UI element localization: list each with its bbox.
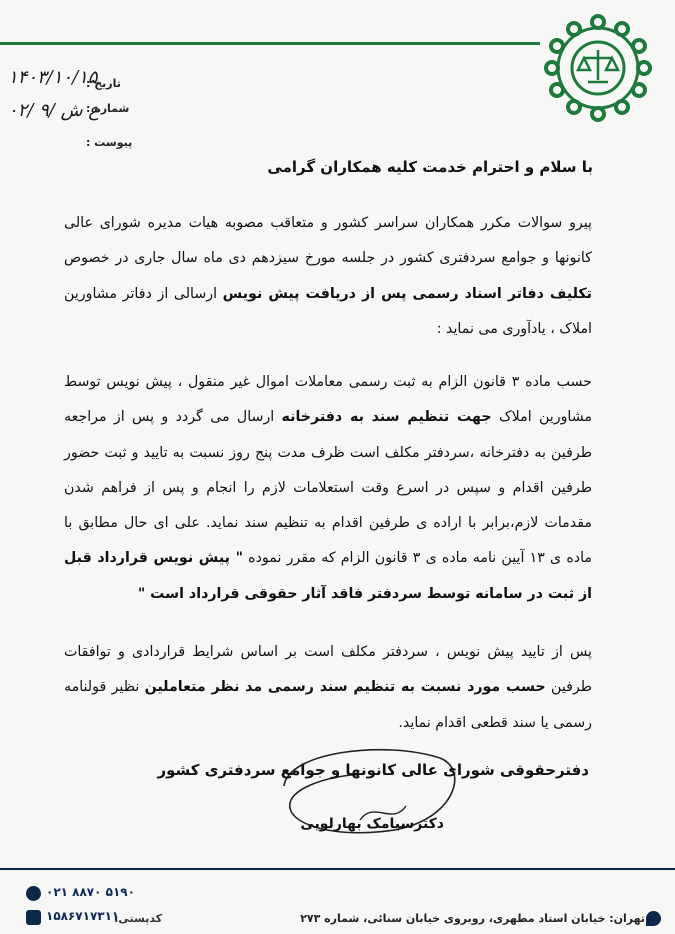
paragraph-1: [64, 206, 592, 347]
address: تهران: خیابان استاد مطهری، روبروی خیابان سنائی، شماره ۲۷۳: [300, 912, 645, 925]
p2-text-c: ارسال می گردد و پس از مراجعه طرفین به دفترخانه ،سردفتر مکلف است ظرف مدت پنج روز نسبت به تایید و ثبت حضور طرفین اقدام و سپس در اسرع وقت استعلامات لازم را انجام و پس از فراهم شدن مقدمات لازم،برابر با اراده ی طرفین اقدام به تنظیم سند نماید. علی ای حال مطابق با ماده ی ۱۳ آیین نامه ماده ی ۳ قانون الزام که مقرر نموده: [64, 409, 592, 567]
attachment-row: [86, 136, 132, 149]
paragraph-3: [64, 635, 592, 741]
number-label: شماره :: [86, 102, 130, 115]
p3-text-a: پس از تایید پیش نویس ، سردفتر مکلف است بر اساس شرایط قراردادی و توافقات طرفین: [64, 644, 592, 696]
p3-bold: حسب مورد نسبت به تنظیم سند رسمی مد نظر متعاملین: [144, 679, 546, 696]
location-icon: [646, 911, 661, 926]
p2-bold-1: جهت تنظیم سند به دفترخانه: [281, 409, 492, 426]
p1-bold: تکلیف دفاتر اسناد رسمی پس از دریافت پیش نویس: [222, 285, 592, 302]
top-divider: [0, 42, 540, 45]
footer-divider: [0, 868, 675, 870]
postal-code: ۱۵۸۶۷۱۷۳۱۱: [46, 909, 120, 923]
council-seal-logo: [538, 8, 658, 128]
attachment-label: پیوست :: [86, 136, 133, 149]
p1-text-a: پیرو سوالات مکرر همکاران سراسر کشور و متعاقب مصوبه هیات مدیره شورای عالی کانونها و جوامع سردفتری کشور در جلسه مورخ سیزدهم دی ماه سال جاری در خصوص: [64, 215, 592, 267]
p3-text-c: نظیر قولنامه رسمی یا سند قطعی اقدام نماید.: [64, 679, 592, 731]
postal-label: کدپستی:: [114, 912, 163, 925]
paragraph-2: [64, 365, 592, 612]
p1-text-c: ارسالی از دفاتر مشاورین املاک ، یادآوری می نماید :: [64, 285, 592, 337]
signer-name: دکترسیامک بهارلویی: [300, 816, 444, 832]
p2-text-a: حسب ماده ۳ قانون الزام به ثبت رسمی معاملات اموال غیر منقول ، پیش نویس توسط مشاورین املاک: [64, 374, 593, 426]
phone-number: ۰۲۱ ۸۸۷۰ ۵۱۹۰: [46, 885, 135, 899]
office-name: دفترحقوقی شورای عالی کانونها و جوامع سردفتری کشور: [157, 761, 589, 779]
mail-icon: [26, 910, 41, 925]
p2-bold-quote: " پیش نویس قرارداد قبل از ثبت در سامانه توسط سردفتر فاقد آثار حقوقی قرارداد است ": [64, 550, 592, 602]
date-label: تاریخ :: [86, 77, 121, 90]
phone-icon: [26, 886, 41, 901]
greeting: با سلام و احترام خدمت کلیه همکاران گرامی: [267, 158, 593, 176]
handwritten-date: ۱۴۰۳/۱۰/۱۵: [8, 67, 98, 88]
handwritten-number: ۰۲/ ۹/ ع ش: [8, 100, 100, 121]
